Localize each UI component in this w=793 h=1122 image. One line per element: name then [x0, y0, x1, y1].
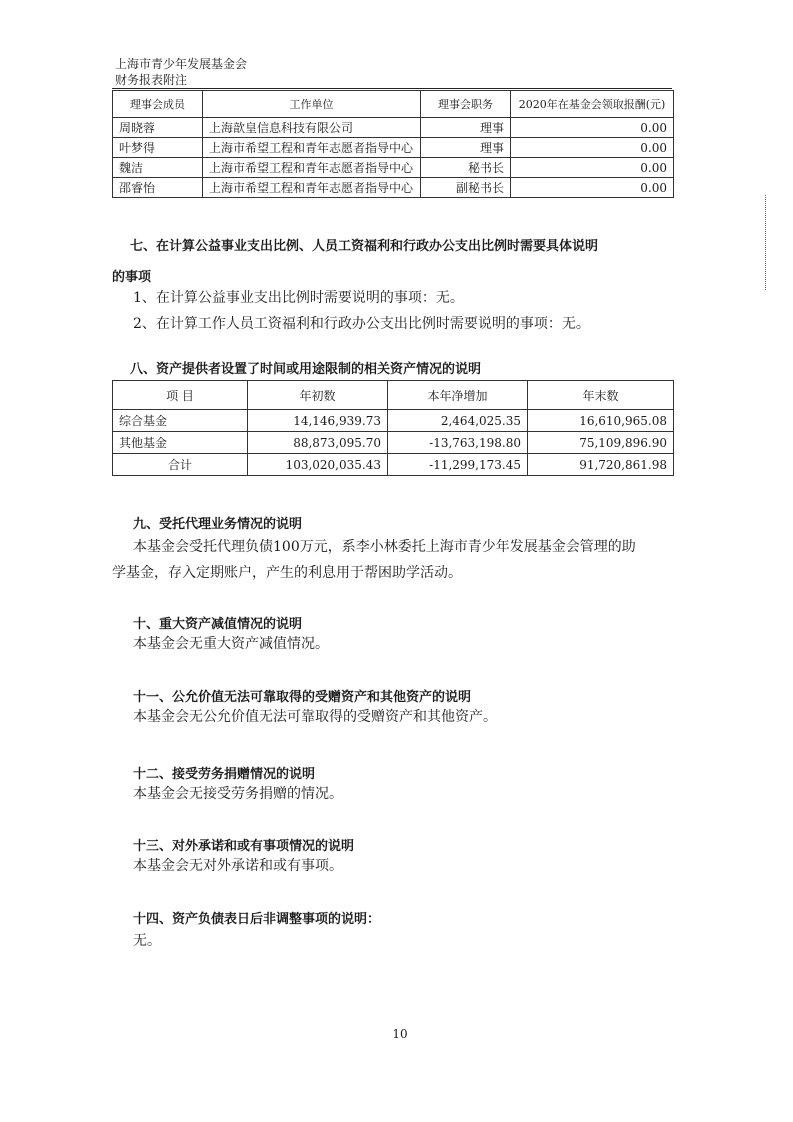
- table-cell: 理事: [421, 118, 511, 138]
- table-row: [113, 118, 674, 138]
- table-header-cell: 本年净增加: [388, 381, 528, 410]
- table-header-cell: 项 目: [113, 381, 248, 410]
- table-cell: 上海市希望工程和青年志愿者指导中心: [203, 178, 421, 198]
- header-rule: [112, 88, 672, 89]
- header-org: 上海市青少年发展基金会: [115, 57, 248, 71]
- page-number: 10: [392, 1027, 408, 1041]
- table-cell: 副秘书长: [421, 178, 511, 198]
- section-10-title: 十、重大资产减值情况的说明: [133, 617, 303, 632]
- table-cell: 叶梦得: [113, 138, 203, 158]
- table-row: [113, 410, 674, 432]
- scan-edge-mark: [765, 195, 769, 290]
- section-7-item-1: 1、在计算公益事业支出比例时需要说明的事项：无。: [133, 290, 464, 306]
- table-cell: 91,720,861.98: [528, 454, 674, 476]
- section-9-title: 九、受托代理业务情况的说明: [133, 517, 303, 532]
- table-header-cell: 年末数: [528, 381, 674, 410]
- table-cell: 14,146,939.73: [248, 410, 388, 432]
- table-cell: 0.00: [511, 118, 674, 138]
- table-header-cell: 年初数: [248, 381, 388, 410]
- header-doc-title: 财务报表附注: [115, 73, 188, 87]
- table-cell: 0.00: [511, 178, 674, 198]
- section-11-title: 十一、公允价值无法可靠取得的受赠资产和其他资产的说明: [133, 690, 472, 705]
- section-7-item-2: 2、在计算工作人员工资福利和行政办公支出比例时需要说明的事项：无。: [133, 316, 590, 332]
- table-cell: 综合基金: [113, 410, 248, 432]
- table-row: [113, 432, 674, 454]
- table-cell: 0.00: [511, 138, 674, 158]
- table-cell: 16,610,965.08: [528, 410, 674, 432]
- table-header-cell: 2020年在基金会领取报酬(元): [511, 91, 674, 118]
- table-cell: 上海市希望工程和青年志愿者指导中心: [203, 138, 421, 158]
- table-cell: 理事: [421, 138, 511, 158]
- section-13-text: 本基金会无对外承诺和或有事项。: [133, 858, 343, 874]
- table-row: [113, 158, 674, 178]
- table-cell: 魏洁: [113, 158, 203, 178]
- section-13-title: 十三、对外承诺和或有事项情况的说明: [133, 839, 355, 854]
- table-header-cell: 理事会成员: [113, 91, 203, 118]
- section-8-title: 八、资产提供者设置了时间或用途限制的相关资产情况的说明: [130, 362, 482, 377]
- section-12-title: 十二、接受劳务捐赠情况的说明: [133, 767, 316, 782]
- table-header-row: [113, 381, 674, 410]
- table-cell: 103,020,035.43: [248, 454, 388, 476]
- section-9-line-1: 本基金会受托代理负债100万元，系李小林委托上海市青少年发展基金会管理的助: [133, 539, 636, 555]
- table-cell: 合计: [113, 454, 248, 476]
- section-11-text: 本基金会无公允价值无法可靠取得的受赠资产和其他资产。: [133, 709, 497, 725]
- table-cell: -13,763,198.80: [388, 432, 528, 454]
- table-cell: -11,299,173.45: [388, 454, 528, 476]
- section-10-text: 本基金会无重大资产减值情况。: [133, 636, 329, 652]
- section-14-text: 无。: [133, 933, 161, 949]
- table-cell: 75,109,896.90: [528, 432, 674, 454]
- restricted-assets-table: [112, 380, 674, 476]
- section-14-title: 十四、资产负债表日后非调整事项的说明：: [133, 912, 381, 927]
- table-row: [113, 138, 674, 158]
- table-header-row: [113, 91, 674, 118]
- section-7-title-line1: 七、在计算公益事业支出比例、人员工资福利和行政办公支出比例时需要具体说明: [130, 239, 599, 254]
- table-cell: 0.00: [511, 158, 674, 178]
- table-cell: 2,464,025.35: [388, 410, 528, 432]
- table-row: [113, 178, 674, 198]
- board-members-table: [112, 90, 674, 198]
- table-cell: 88,873,095.70: [248, 432, 388, 454]
- table-cell: 秘书长: [421, 158, 511, 178]
- table-cell: 其他基金: [113, 432, 248, 454]
- table-cell: 周晓蓉: [113, 118, 203, 138]
- table-cell: 上海市希望工程和青年志愿者指导中心: [203, 158, 421, 178]
- table-cell: 上海歆皇信息科技有限公司: [203, 118, 421, 138]
- section-9-line-2: 学基金，存入定期账户，产生的利息用于帮困助学活动。: [112, 565, 462, 581]
- table-cell: 邵睿怡: [113, 178, 203, 198]
- table-header-cell: 工作单位: [203, 91, 421, 118]
- table-header-cell: 理事会职务: [421, 91, 511, 118]
- section-7-title-line2: 的事项: [112, 270, 152, 285]
- table-row: [113, 454, 674, 476]
- section-12-text: 本基金会无接受劳务捐赠的情况。: [133, 786, 343, 802]
